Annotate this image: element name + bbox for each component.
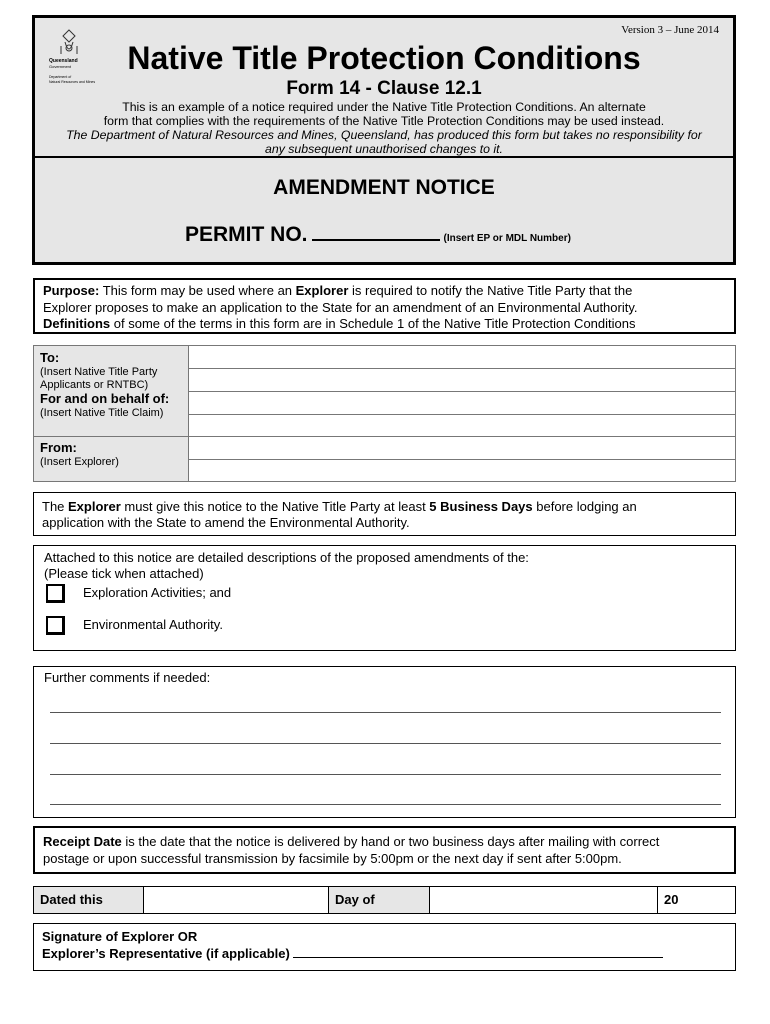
to-field-line[interactable] <box>189 368 735 369</box>
to-hint: (Insert Native Title Party <box>40 366 158 378</box>
notice-text: must give this notice to the Native Title Party at least <box>120 499 430 514</box>
to-field-line[interactable] <box>189 391 735 392</box>
parties-table <box>33 345 736 482</box>
definitions-line <box>43 316 726 333</box>
year-field[interactable]: 20 <box>664 892 679 907</box>
receipt-line: postage or upon successful transmission by facsimile by 5:00pm or the next day if sent after 5:00pm. <box>43 851 622 866</box>
definitions-term: Definitions <box>43 316 111 331</box>
page-title: Native Title Protection Conditions <box>127 40 641 76</box>
purpose-text: This form may be used where an <box>99 283 296 298</box>
notice-line <box>42 499 727 515</box>
day-of-label: Day of <box>329 887 430 913</box>
purpose-text: is required to notify the Native Title Party that the <box>348 283 633 298</box>
version-label: Version 3 – June 2014 <box>621 24 719 36</box>
checkbox-label: Exploration Activities; and <box>83 584 232 600</box>
definitions-text: of some of the terms in this form are in Schedule 1 of the Native Title Protection Conditions <box>110 316 636 331</box>
business-days-notice <box>33 492 736 536</box>
purpose-line <box>43 283 726 300</box>
comment-line[interactable] <box>50 774 721 775</box>
to-label: To: <box>40 350 60 365</box>
explorer-term: Explorer <box>295 283 349 298</box>
signature-field[interactable] <box>293 945 663 958</box>
signature-row <box>42 945 727 962</box>
comments-label: Further comments if needed: <box>44 670 211 685</box>
permit-hint: (Insert EP or MDL Number) <box>443 233 571 244</box>
permit-number-row <box>185 221 571 247</box>
logo-text-queensland: Queensland <box>49 58 78 64</box>
signature-label: Explorer’s Representative (if applicable) <box>42 946 290 961</box>
purpose-box <box>33 278 736 334</box>
explorer-term: Explorer <box>68 499 121 514</box>
comments-box <box>33 666 736 818</box>
receipt-line <box>43 833 726 850</box>
behalf-field-line[interactable] <box>189 436 735 437</box>
receipt-text: is the date that the notice is delivered by hand or two business days after mailing with correct <box>121 834 660 849</box>
header-title-block <box>35 18 733 158</box>
from-field-line[interactable] <box>189 459 735 460</box>
notice-line: application with the State to amend the Environmental Authority. <box>42 515 410 530</box>
form-subtitle: Form 14 - Clause 12.1 <box>286 78 482 99</box>
comment-line[interactable] <box>50 804 721 805</box>
notice-text: before lodging an <box>532 499 637 514</box>
behalf-hint: (Insert Native Title Claim) <box>40 407 164 419</box>
purpose-line: Explorer proposes to make an application to the State for an amendment of an Environmental Authority. <box>43 299 638 315</box>
permit-number-field[interactable] <box>312 221 440 241</box>
dated-day-field[interactable] <box>144 887 329 913</box>
dated-label: Dated this <box>34 887 144 913</box>
exploration-checkbox[interactable] <box>46 584 65 603</box>
checkbox-row-exploration <box>46 584 231 603</box>
purpose-label: Purpose: <box>43 283 100 298</box>
disclaimer-text: any subsequent unauthorised changes to it. <box>265 142 503 156</box>
from-label: From: <box>40 440 77 455</box>
logo-text-government: Government <box>49 64 72 69</box>
behalf-label: For and on behalf of: <box>40 391 170 406</box>
comment-line[interactable] <box>50 743 721 744</box>
receipt-date-box <box>33 826 736 874</box>
intro-text: form that complies with the requirements of the Native Title Protection Conditions may be used instead. <box>103 114 665 128</box>
intro-text: This is an example of a notice required under the Native Title Protection Conditions. An alternate <box>122 100 646 114</box>
row-divider <box>34 436 189 437</box>
from-hint: (Insert Explorer) <box>40 456 119 468</box>
signature-box <box>33 923 736 971</box>
attachments-intro: Attached to this notice are detailed descriptions of the proposed amendments of the: <box>44 550 529 565</box>
signature-label: Signature of Explorer OR <box>42 929 198 944</box>
logo-text-department: Department of <box>49 75 72 79</box>
logo-text-nrm: Natural Resources and Mines <box>49 80 96 84</box>
business-days-term: 5 Business Days <box>429 499 533 514</box>
dated-row <box>33 886 736 914</box>
checkbox-row-environmental <box>46 616 223 635</box>
checkbox-label: Environmental Authority. <box>83 616 223 632</box>
form-header <box>32 15 736 265</box>
disclaimer-text: The Department of Natural Resources and Mines, Queensland, has produced this form but takes no responsibility for <box>66 128 702 142</box>
notice-heading: AMENDMENT NOTICE <box>273 176 495 199</box>
environmental-checkbox[interactable] <box>46 616 65 635</box>
comment-line[interactable] <box>50 712 721 713</box>
notice-text: The <box>42 499 69 514</box>
permit-label: PERMIT NO. <box>185 223 308 246</box>
to-hint: Applicants or RNTBC) <box>40 379 149 391</box>
month-field[interactable] <box>430 887 658 913</box>
attachments-instruction: (Please tick when attached) <box>44 566 204 581</box>
behalf-field-line[interactable] <box>189 414 735 415</box>
parties-labels-column <box>34 346 189 481</box>
receipt-term: Receipt Date <box>43 834 122 849</box>
